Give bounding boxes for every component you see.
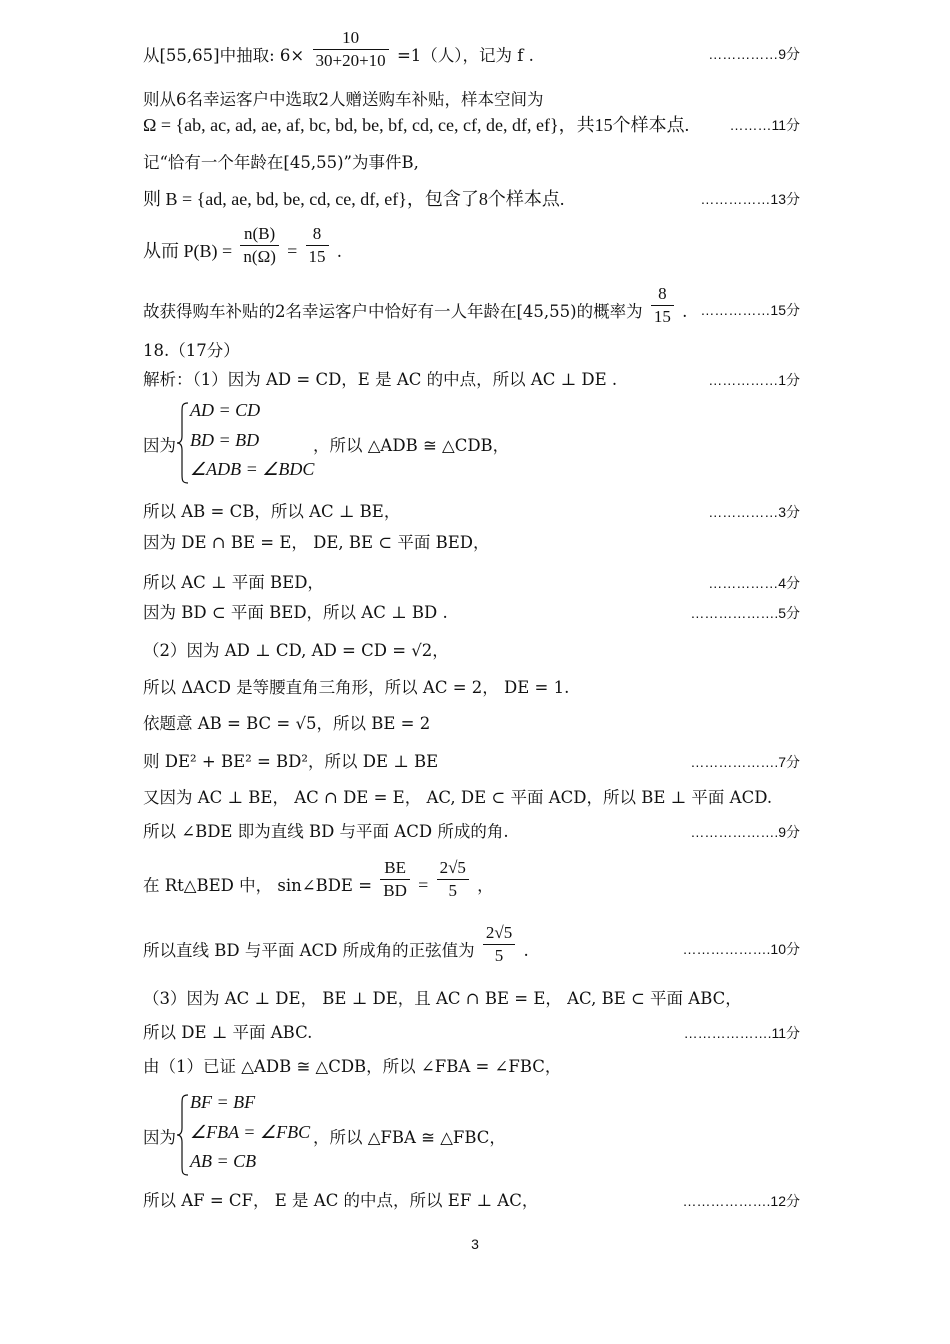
line-ab-cb — [143, 501, 800, 523]
line-text: ， — [477, 876, 494, 895]
system-row: AB = CB — [190, 1151, 257, 1171]
line-text: 所以 AC ⊥ 平面 BED， — [143, 573, 324, 592]
left-brace-icon — [176, 1094, 190, 1176]
line-given: 依题意 AB = BC = √5，所以 BE = 2 — [143, 714, 431, 733]
brace-label: 因为 — [143, 436, 176, 455]
score-mark: ……………9分 — [708, 46, 800, 62]
fraction — [306, 223, 329, 268]
fraction — [380, 857, 410, 902]
system-row: AD = CD — [190, 400, 261, 420]
line-ac-bd — [143, 602, 800, 624]
score-mark: ……………4分 — [708, 575, 800, 591]
system-conclusion: ，所以 △ADB ≅ △CDB， — [313, 436, 510, 455]
line-sampling — [143, 28, 800, 72]
fraction — [437, 857, 469, 902]
line-sine — [143, 858, 800, 902]
equals-sign: = — [418, 875, 429, 895]
fraction-denominator: n(Ω) — [243, 247, 276, 266]
line-text: 故获得购车补贴的2名幸运客户中恰好有一人年龄在[45,55)的概率为 — [143, 302, 643, 321]
line-text: 所以 ∠BDE 即为直线 BD 与平面 ACD 所成的角. — [143, 822, 509, 841]
fraction-denominator: 15 — [308, 247, 326, 266]
fraction-numerator: 2√5 — [483, 922, 515, 945]
fraction-denominator: BD — [383, 881, 407, 900]
line-angle — [143, 821, 800, 843]
system-conclusion: ，所以 △FBA ≅ △FBC， — [313, 1128, 506, 1147]
fraction-numerator: n(B) — [240, 223, 278, 246]
line-isosceles: 所以 ΔACD 是等腰直角三角形，所以 AC = 2， DE = 1. — [143, 678, 570, 697]
fraction-denominator: 15 — [653, 307, 671, 326]
fraction-denominator: 5 — [494, 946, 504, 965]
line-text: 则 DE² + BE² = BD²，所以 DE ⊥ BE — [143, 752, 439, 771]
system-row: BD = BD — [190, 430, 260, 450]
system-row: ∠ADB = ∠BDC — [190, 459, 315, 479]
line-pythagoras — [143, 751, 800, 773]
fraction — [313, 27, 389, 72]
line-text: =1（人），记为 f . — [396, 46, 534, 65]
fraction-numerator: 10 — [313, 27, 389, 50]
score-mark: ……………….10分 — [682, 941, 800, 957]
page-number: 3 — [471, 1236, 479, 1252]
line-text: 解析：（1）因为 AD = CD，E 是 AC 的中点，所以 AC ⊥ DE . — [143, 370, 618, 389]
score-mark: ……………15分 — [700, 302, 800, 318]
fraction-denominator: 30+20+10 — [315, 51, 386, 70]
line-text: 因为 BD ⊂ 平面 BED，所以 AC ⊥ BD . — [143, 603, 448, 622]
equals-sign: = — [287, 241, 298, 261]
line-text: 从而 P(B) = — [143, 241, 233, 261]
score-mark: ……………13分 — [700, 191, 800, 207]
line-text: . — [682, 302, 688, 321]
fraction-denominator: 5 — [448, 881, 457, 900]
line-text: 所以直线 BD 与平面 ACD 所成角的正弦值为 — [143, 941, 475, 960]
question-heading: 18.（17分） — [143, 341, 240, 360]
fraction-numerator: 2√5 — [437, 857, 469, 880]
line-conclusion — [143, 284, 800, 328]
fraction — [240, 223, 278, 268]
line-de-perpendicular — [143, 1022, 800, 1044]
line-event-b: 记“恰有一个年龄在[45,55)”为事件B, — [143, 153, 419, 172]
line-text: 所以 AF = CF， E 是 AC 的中点，所以 EF ⊥ AC， — [143, 1191, 539, 1210]
line-part-2: （2）因为 AD ⊥ CD, AD = CD = √2， — [143, 641, 449, 660]
line-sample-space-intro: 则从6名幸运客户中选取2人赠送购车补贴，样本空间为 — [143, 90, 544, 109]
line-text: 所以 DE ⊥ 平面 ABC. — [143, 1023, 313, 1042]
line-sample-space — [143, 114, 800, 136]
line-solution-1 — [143, 369, 800, 391]
line-part-3: （3）因为 AC ⊥ DE， BE ⊥ DE，且 AC ∩ BE = E， AC, BE ⊂ 平面 ABC， — [143, 989, 742, 1008]
fraction-numerator: 8 — [651, 283, 674, 306]
line-perpendicular-plane — [143, 572, 800, 594]
fraction-numerator: BE — [380, 857, 410, 880]
line-event-b-set — [143, 188, 800, 210]
equation-system — [143, 1092, 793, 1178]
equation-system — [143, 400, 793, 486]
system-row: BF = BF — [190, 1092, 256, 1112]
line-sine-result — [143, 923, 800, 967]
line-text: . — [336, 242, 343, 261]
fraction — [483, 922, 515, 967]
brace-label: 因为 — [143, 1128, 176, 1147]
left-brace-icon — [176, 402, 190, 484]
score-mark: ……………3分 — [708, 504, 800, 520]
line-ef-perpendicular — [143, 1190, 800, 1212]
line-probability — [143, 224, 800, 268]
line-be-perpendicular: 又因为 AC ⊥ BE， AC ∩ DE = E， AC, DE ⊂ 平面 ACD，所以 BE ⊥ 平面 ACD. — [143, 788, 773, 807]
fraction — [651, 283, 674, 328]
score-mark: ……………….12分 — [682, 1193, 800, 1209]
score-mark: ……………….11分 — [683, 1025, 800, 1041]
line-congruent: 由（1）已证 △ADB ≅ △CDB，所以 ∠FBA = ∠FBC， — [143, 1057, 562, 1076]
line-text: 所以 AB = CB，所以 AC ⊥ BE， — [143, 502, 401, 521]
fraction-numerator: 8 — [306, 223, 329, 246]
line-text: 在 Rt△BED 中， sin∠BDE = — [143, 876, 373, 895]
line-text: Ω = {ab, ac, ad, ae, af, bc, bd, be, bf, cd, ce, cf, de, df, ef}，共15个样本点. — [143, 115, 690, 135]
score-mark: ………11分 — [729, 117, 800, 133]
score-mark: ……………….5分 — [690, 605, 800, 621]
system-row: ∠FBA = ∠FBC — [190, 1122, 311, 1142]
line-text: 则 B = {ad, ae, bd, be, cd, ce, df, ef}，包含了8个样本点. — [143, 189, 565, 209]
line-text: 从[55,65]中抽取: 6× — [143, 46, 305, 65]
score-mark: ……………1分 — [708, 372, 800, 388]
line-intersection: 因为 DE ∩ BE = E， DE, BE ⊂ 平面 BED， — [143, 533, 490, 552]
score-mark: ……………….9分 — [690, 824, 800, 840]
line-text: . — [523, 941, 529, 960]
score-mark: ……………….7分 — [690, 754, 800, 770]
